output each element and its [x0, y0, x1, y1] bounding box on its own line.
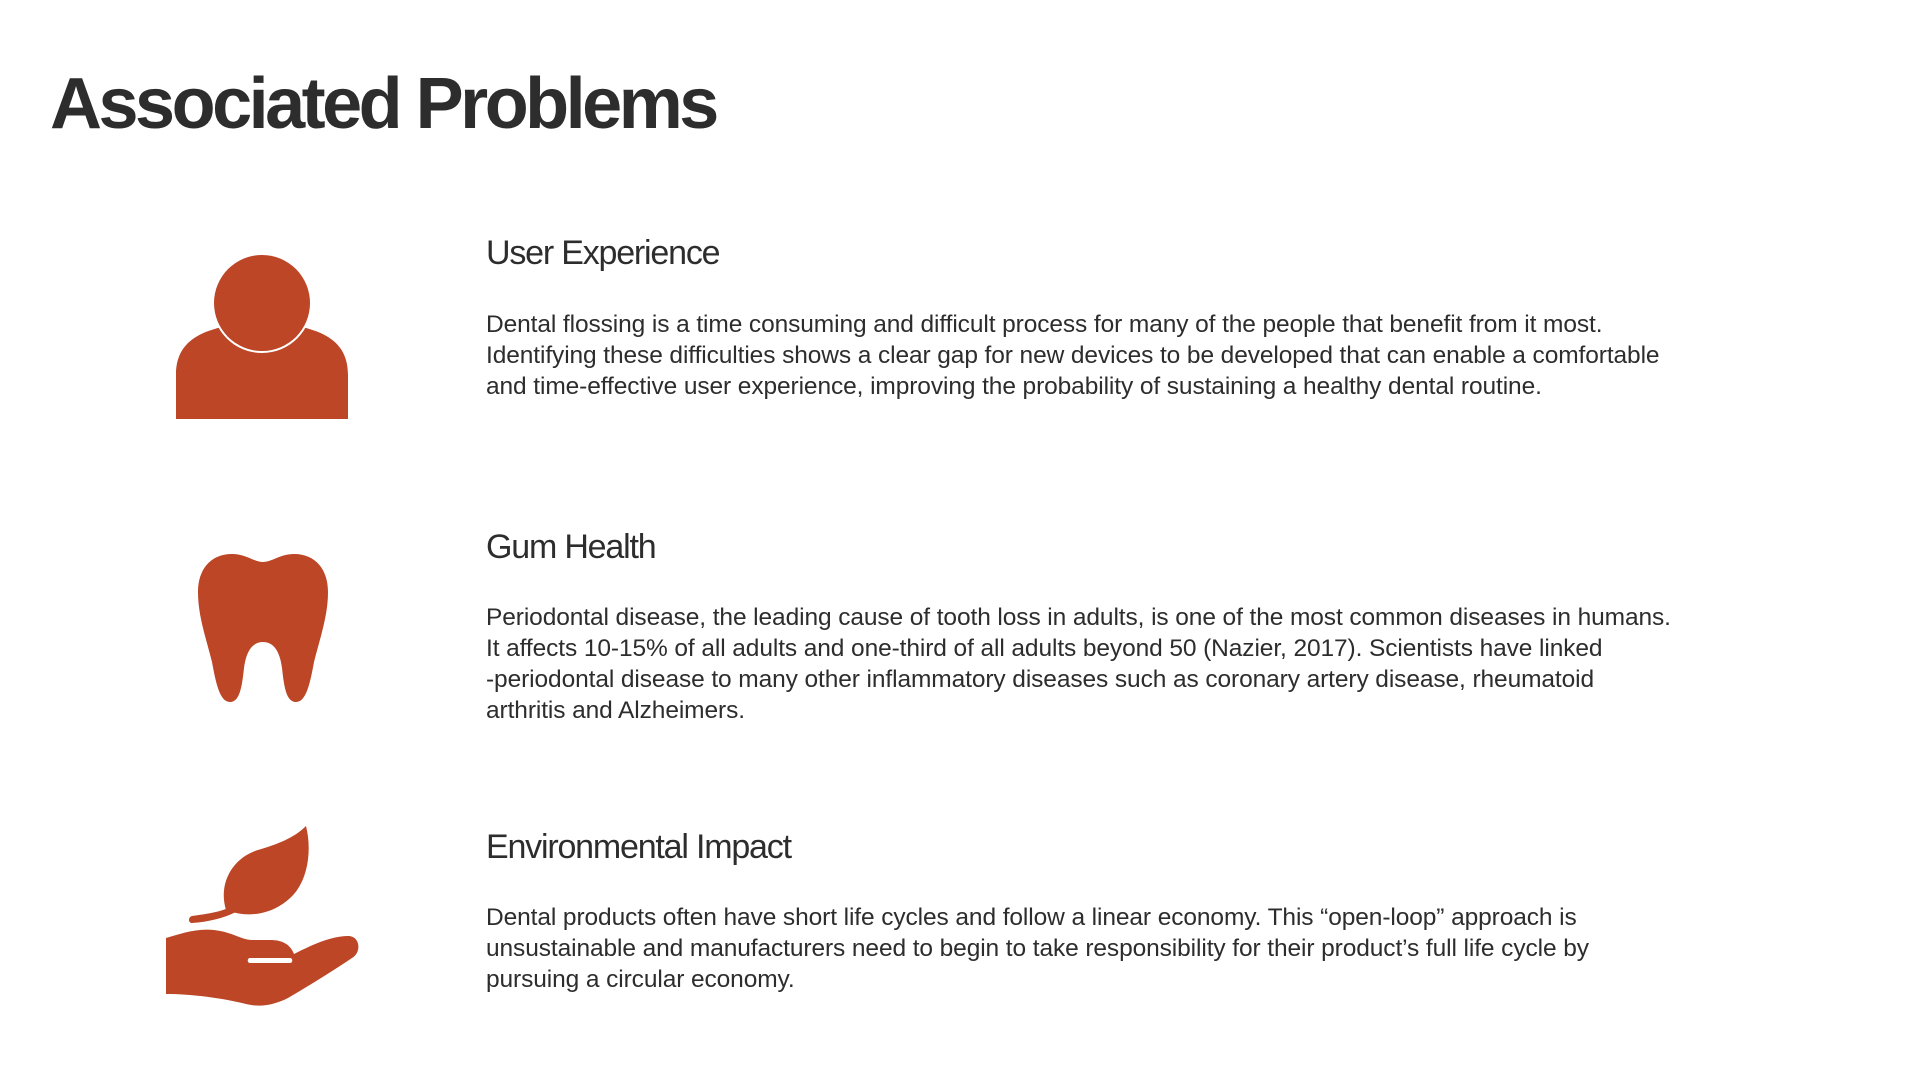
section-heading: Environmental Impact	[486, 828, 791, 866]
section-body	[486, 602, 1756, 726]
tooth-icon	[196, 552, 330, 704]
section-heading: Gum Health	[486, 528, 656, 566]
section-body	[486, 309, 1756, 402]
body-line: -periodontal disease to many other inflammatory diseases such as coronary artery disease, rheumatoid	[486, 666, 1595, 693]
section-heading: User Experience	[486, 234, 720, 272]
body-line: arthritis and Alzheimers.	[486, 697, 745, 724]
page-title: Associated Problems	[50, 64, 716, 144]
body-line: Identifying these difficulties shows a clear gap for new devices to be developed that can enable a comfortable	[486, 342, 1660, 369]
body-line: Periodontal disease, the leading cause of tooth loss in adults, is one of the most common diseases in humans.	[486, 604, 1671, 631]
section-body	[486, 902, 1756, 995]
body-line: unsustainable and manufacturers need to begin to take responsibility for their product’s full life cycle by	[486, 935, 1589, 962]
body-line: Dental flossing is a time consuming and difficult process for many of the people that benefit from it most.	[486, 311, 1603, 338]
body-line: and time-effective user experience, improving the probability of sustaining a healthy dental routine.	[486, 373, 1542, 400]
person-icon	[176, 255, 348, 419]
body-line: pursuing a circular economy.	[486, 966, 795, 993]
body-line: Dental products often have short life cycles and follow a linear economy. This “open-loop” approach is	[486, 904, 1577, 931]
hand-leaf-icon	[162, 826, 362, 1006]
body-line: It affects 10-15% of all adults and one-third of all adults beyond 50 (Nazier, 2017). Scientists have linked	[486, 635, 1603, 662]
